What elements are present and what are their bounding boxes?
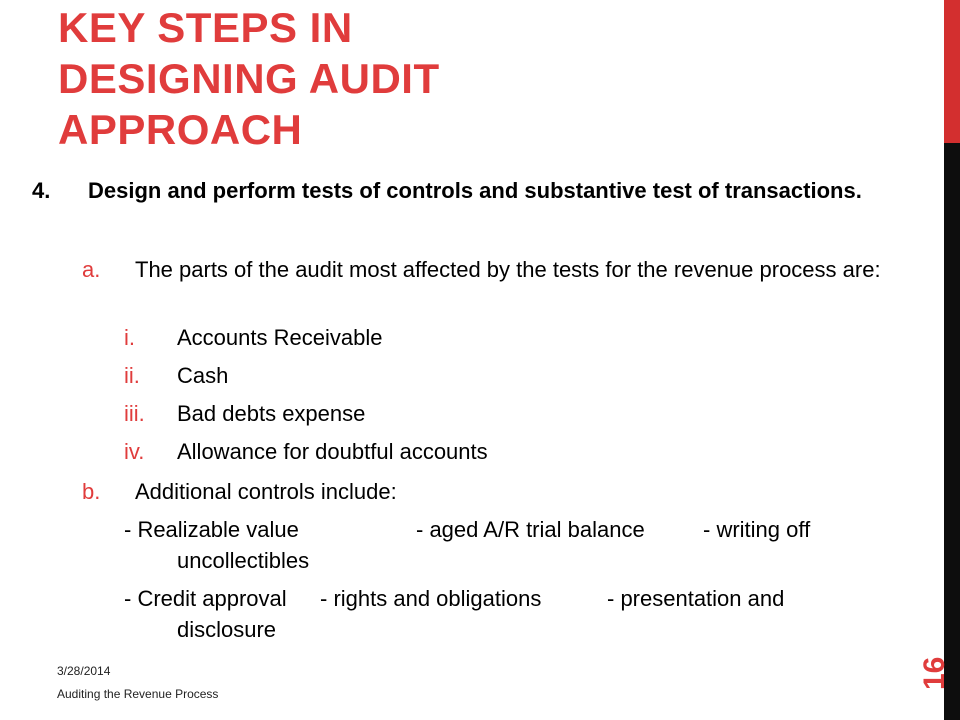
control-item-continuation: uncollectibles [177, 548, 310, 573]
roman-marker: i. [124, 325, 135, 350]
sub-item-text: The parts of the audit most affected by the tests for the revenue process are: [135, 257, 881, 282]
roman-text: Accounts Receivable [177, 325, 383, 350]
slide-number: 16 [918, 656, 951, 690]
controls-row-1 [124, 514, 884, 576]
controls-row-2 [124, 583, 884, 645]
slide-title-line-2: DESIGNING AUDIT [58, 55, 440, 102]
roman-item [124, 360, 824, 391]
list-item-number: 4. [32, 178, 51, 203]
control-item: - Realizable value [124, 517, 299, 542]
slide-title-line-1: KEY STEPS IN [58, 4, 353, 51]
roman-text: Bad debts expense [177, 401, 366, 426]
control-item-continuation: disclosure [177, 617, 277, 642]
sub-item-b [82, 476, 882, 507]
list-item-4 [32, 175, 872, 206]
slide-title-line-3: APPROACH [58, 106, 303, 153]
roman-marker: ii. [124, 363, 140, 388]
control-item: - rights and obligations [320, 586, 542, 611]
control-item: - presentation and [607, 586, 785, 611]
sub-item-marker: a. [82, 257, 101, 282]
roman-text: Cash [177, 363, 229, 388]
slide-title [58, 2, 918, 155]
footer-subtitle: Auditing the Revenue Process [57, 687, 219, 701]
control-item: - Credit approval [124, 586, 287, 611]
list-item-text: Design and perform tests of controls and substantive test of transactions. [88, 178, 862, 203]
sub-item-marker: b. [82, 479, 101, 504]
footer-date: 3/28/2014 [57, 664, 111, 678]
control-item: - writing off [703, 517, 811, 542]
roman-item [124, 436, 824, 467]
roman-item [124, 322, 824, 353]
roman-marker: iv. [124, 439, 145, 464]
right-sidebar-bar [944, 0, 960, 720]
sub-item-text: Additional controls include: [135, 479, 397, 504]
sidebar-accent-block [944, 0, 960, 143]
roman-text: Allowance for doubtful accounts [177, 439, 488, 464]
roman-item [124, 398, 824, 429]
sub-item-a [82, 254, 882, 285]
roman-marker: iii. [124, 401, 145, 426]
control-item: - aged A/R trial balance [416, 517, 645, 542]
